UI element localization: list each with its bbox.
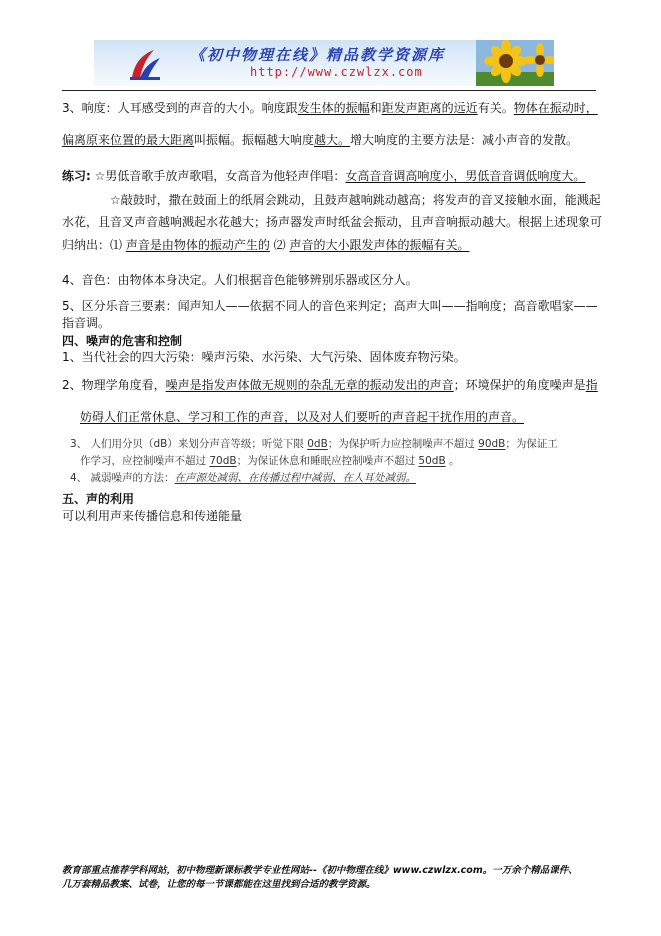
loudness-line-1: 3、响度：人耳感受到的声音的大小。响度跟发生体的振幅和距发声距离的远近有关。物体在振动时， xyxy=(62,101,598,115)
practice-line-4: 归纳出：⑴ 声音是由物体的振动产生的 ⑵ 声音的大小跟发声体的振幅有关。 xyxy=(62,238,470,252)
header-banner xyxy=(94,40,554,86)
three-elements-line-2: 指音调。 xyxy=(62,316,111,330)
timbre-line: 4、音色：由物体本身决定。人们根据音色能够辨别乐器或区分人。 xyxy=(62,273,418,287)
footer-line-1: 教育部重点推荐学科网站，初中物理新课标教学专业性网站--《初中物理在线》www.czwlzx.com。一万余个精品课件、 xyxy=(62,865,578,876)
decibel-line-1: 3、 人们用分贝（dB）来划分声音等级；听觉下限 0dB；为保护听力应控制噪声不超过 90dB；为保证工 xyxy=(70,438,558,450)
noise-line-3: 妨碍人们正常休息、学习和工作的声音，以及对人们要听的声音起干扰作用的声音。 xyxy=(80,410,525,424)
section-heading-noise: 四、噪声的危害和控制 xyxy=(62,334,183,348)
practice-line-1: 练习: ☆男低音歌手放声歌唱，女高音为他轻声伴唱：女高音音调高响度小，男低音音调低响度大。 xyxy=(62,169,586,183)
header-rule xyxy=(62,90,596,91)
practice-line-3: 水花，且音叉声音越响溅起水花越大；扬声器发声时纸盆会振动，且声音响振动越大。根据上述现象可 xyxy=(62,215,603,229)
banner-title: 《初中物理在线》精品教学资源库 xyxy=(190,46,446,64)
banner-url[interactable]: http://www.czwlzx.com xyxy=(250,65,423,79)
usage-line: 可以利用声来传播信息和传递能量 xyxy=(62,509,243,523)
section-heading-usage: 五、声的利用 xyxy=(62,492,135,506)
sunflower-icon xyxy=(476,40,554,86)
practice-line-2: ☆敲鼓时，撒在鼓面上的纸屑会跳动，且鼓声越响跳动越高；将发声的音叉接触水面，能溅起 xyxy=(110,193,601,207)
noise-line-1: 1、当代社会的四大污染：噪声污染、水污染、大气污染、固体废弃物污染。 xyxy=(62,350,466,364)
site-logo-icon xyxy=(128,46,162,82)
decibel-line-2: 作学习，应控制噪声不超过 70dB；为保证休息和睡眠应控制噪声不超过 50dB 。 xyxy=(80,455,460,467)
reduce-noise-line: 4、 减弱噪声的方法：在声源处减弱、在传播过程中减弱、在人耳处减弱。 xyxy=(70,472,417,484)
loudness-line-2: 偏离原来位置的最大距离叫振幅。振幅越大响度越大。增大响度的主要方法是：减小声音的发散。 xyxy=(62,133,579,147)
footer-line-2: 几万套精品教案、试卷，让您的每一节课都能在这里找到合适的教学资源。 xyxy=(62,879,376,890)
three-elements-line-1: 5、区分乐音三要素：闻声知人——依据不同人的音色来判定；高声大叫——指响度；高音歌唱家—— xyxy=(62,299,598,313)
noise-line-2: 2、物理学角度看，噪声是指发声体做无规则的杂乱无章的振动发出的声音；环境保护的角度噪声是指 xyxy=(62,378,598,392)
